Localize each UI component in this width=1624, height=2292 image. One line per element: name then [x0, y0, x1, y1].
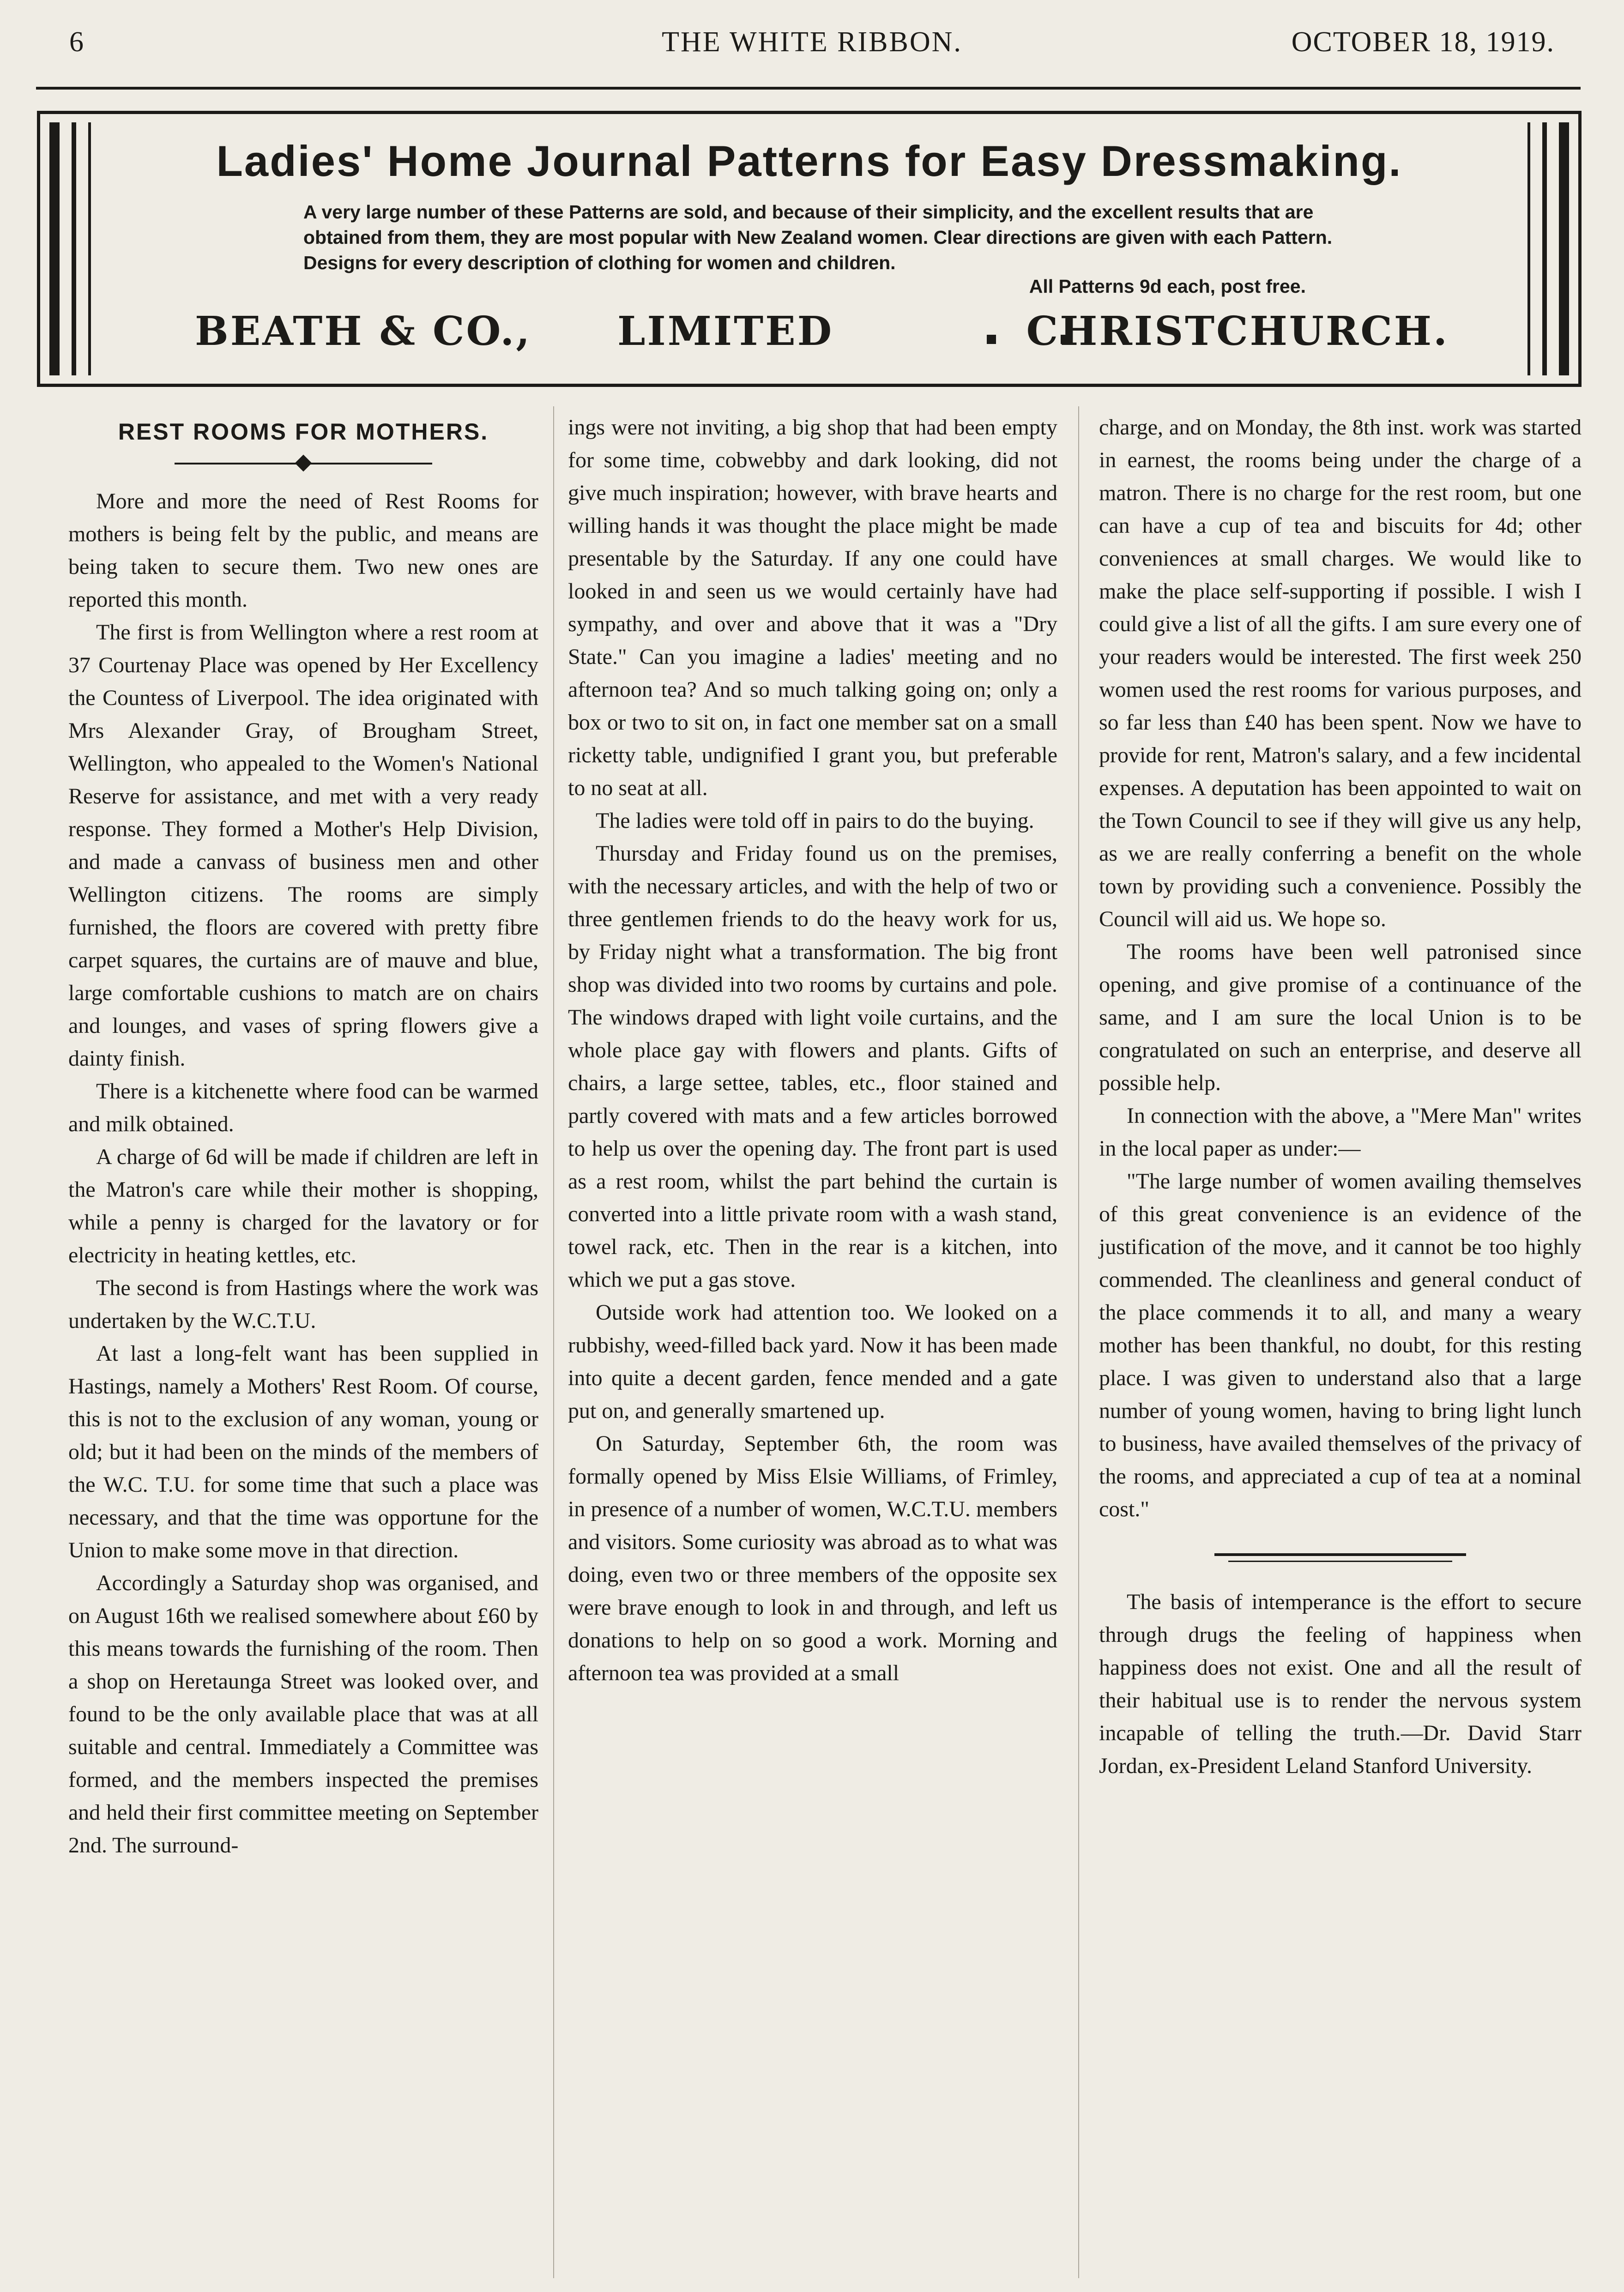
paragraph: In connection with the above, a "Mere Man" writes in the local paper as under:— [1099, 1104, 1582, 1161]
issue-date: OCTOBER 18, 1919. [1291, 26, 1555, 58]
column-3 [1099, 411, 1582, 1782]
ad-headline: Ladies' Home Journal Patterns for Easy Dressmaking. [216, 137, 1402, 185]
paper-title: THE WHITE RIBBON. [662, 26, 962, 58]
paragraph: charge, and on Monday, the 8th inst. work was started in earnest, the rooms being under the charge of a matron. There is no charge for the rest room, but one can have a cup of tea and biscuits for 4d; other conveniences at small charges. We would like to make the place self-supporting if possible. I wish I could give a list of all the gifts. I am sure every one of your readers would be interested. The first week 250 women used the rest rooms for various purposes, and so far less than £40 has been spent. Now we have to provide for rent, Matron's salary, and a few incidental expenses. A deputation has been appointed to wait on the Town Council to see if they will give us any help, as we are really conferring a benefit on the whole town by providing such a convenience. Possibly the Council will aid us. We hope so. [1099, 415, 1582, 931]
quoted-paragraph: "The large number of women availing themselves of this great convenience is an evidence of the justification of the move, and it cannot be too highly commended. The cleanliness and general conduct of the place commends it to all, and many a weary mother has been thankful, no doubt, for this resting place. I was given to understand also that a large number of young women, having to bring light lunch to business, have availed themselves of the privacy of the rooms, and appreciated a cup of tea at a nominal cost." [1099, 1169, 1582, 1521]
ad-separator-dot [987, 335, 996, 344]
paragraph: The first is from Wellington where a rest room at 37 Courtenay Place was opened by Her Excellency the Countess of Liverpool. The idea originated with Mrs Alexander Gray, of Brougham Street, Wellington, who appealed to the Women's National Reserve for assistance, and met with a very ready response. They formed a Mother's Help Division, and made a canvass of business men and other Wellington citizens. The rooms are simply furnished, the floors are covered with pretty fibre carpet squares, the curtains are of mauve and blue, large comfortable cushions to match are on chairs and lounges, and vases of spring flowers give a dainty finish. [68, 620, 538, 1071]
paragraph: There is a kitchenette where food can be warmed and milk obtained. [68, 1079, 538, 1136]
paragraph: ings were not inviting, a big shop that had been empty for some time, cobwebby and dark looking, did not give much inspiration; however, with brave hearts and willing hands it was thought the place might be made presentable by the Saturday. If any one could have looked in and seen us we would certainly have had sympathy, and over and above that it was a "Dry State." Can you imagine a ladies' meeting and no afternoon tea? And so much talking going on; only a box or two to sit on, in fact one member sat on a small ricketty table, undignified I grant you, but preferable to no seat at all. [568, 415, 1057, 800]
column-rule [553, 406, 554, 2278]
section-divider [1099, 1526, 1582, 1586]
column-rule [1078, 406, 1079, 2278]
ad-company: BEATH & CO., [195, 308, 532, 355]
paragraph: The ladies were told off in pairs to do the buying. [596, 808, 1034, 833]
advertisement-box [37, 111, 1582, 387]
title-ornament [68, 452, 538, 476]
paragraph: The rooms have been well patronised since opening, and give promise of a continuance of the same, and I am sure the local Union is to be congratulated on such an enterprise, and deserve all possible help. [1099, 940, 1582, 1095]
paragraph: A charge of 6d will be made if children are left in the Matron's care while their mother is shopping, while a penny is charged for the lavatory or for electricity in heating kettles, etc. [68, 1145, 538, 1267]
ad-body-text: A very large number of these Patterns are sold, and because of their simplicity, and the excellent results that are obtained from them, they are most popular with New Zealand women. Clear directions are given with each Pattern. Designs for every description of clothing for women and children. [303, 201, 1333, 273]
article-title: REST ROOMS FOR MOTHERS. [118, 419, 489, 445]
page-number: 6 [69, 26, 84, 58]
ad-price: All Patterns 9d each, post free. [1029, 276, 1306, 297]
running-header [0, 26, 1624, 77]
paragraph: The second is from Hastings where the work was undertaken by the W.C.T.U. [68, 1276, 538, 1333]
paragraph: At last a long-felt want has been supplied in Hastings, namely a Mothers' Rest Room. Of course, this is not to the exclusion of any woman, young or old; but it had been on the minds of the members of the W.C. T.U. for some time that such a place was necessary, and that the time was opportune for the Union to make some move in that direction. [68, 1341, 538, 1562]
ad-border-bars-right [1488, 122, 1569, 375]
ad-footer [160, 308, 1458, 363]
paragraph: More and more the need of Rest Rooms for mothers is being felt by the public, and means are being taken to secure them. Two new ones are reported this month. [68, 489, 538, 612]
ad-company-suffix: LIMITED [617, 308, 834, 355]
paragraph: Outside work had attention too. We looked on a rubbishy, weed-filled back yard. Now it has been made into quite a decent garden, fence mended and a gate put on, and generally smartened up. [568, 1300, 1057, 1423]
header-rule [36, 87, 1581, 90]
filler-quote: The basis of intemperance is the effort to secure through drugs the feeling of happiness when happiness does not exist. One and all the result of their habitual use is to render the nervous system incapable of telling the truth.—Dr. David Starr Jordan, ex-President Leland Stanford University. [1099, 1590, 1582, 1778]
column-2 [568, 411, 1057, 1689]
ad-city: CHRISTCHURCH. [1026, 308, 1449, 355]
ad-border-bars-left [49, 122, 130, 375]
column-1 [68, 411, 538, 1862]
paragraph: Thursday and Friday found us on the premises, with the necessary articles, and with the help of two or three gentlemen friends to do the heavy work for us, by Friday night what a transformation. The big front shop was divided into two rooms by curtains and pole. The windows draped with light voile curtains, and the whole place gay with flowers and plants. Gifts of chairs, a large settee, tables, etc., floor stained and partly covered with mats and a few articles borrowed to help us over the opening day. The front part is used as a rest room, whilst the part behind the curtain is converted into a little private room with a wash stand, towel rack, etc. Then in the rear is a kitchen, into which we put a gas stove. [568, 841, 1057, 1292]
paragraph: On Saturday, September 6th, the room was formally opened by Miss Elsie Williams, of Frimley, in presence of a number of women, W.C.T.U. members and visitors. Some curiosity was abroad as to what was doing, even two or three members of the opposite sex were brave enough to look in and through, and left us donations to help on so good a work. Morning and afternoon tea was provided at a small [568, 1431, 1057, 1685]
paragraph: Accordingly a Saturday shop was organised, and on August 16th we realised somewhere about £60 by this means towards the furnishing of the room. Then a shop on Heretaunga Street was looked over, and found to be the only available place that was at all suitable and central. Immediately a Committee was formed, and the members inspected the premises and held their first committee meeting on September 2nd. The surround- [68, 1571, 538, 1858]
